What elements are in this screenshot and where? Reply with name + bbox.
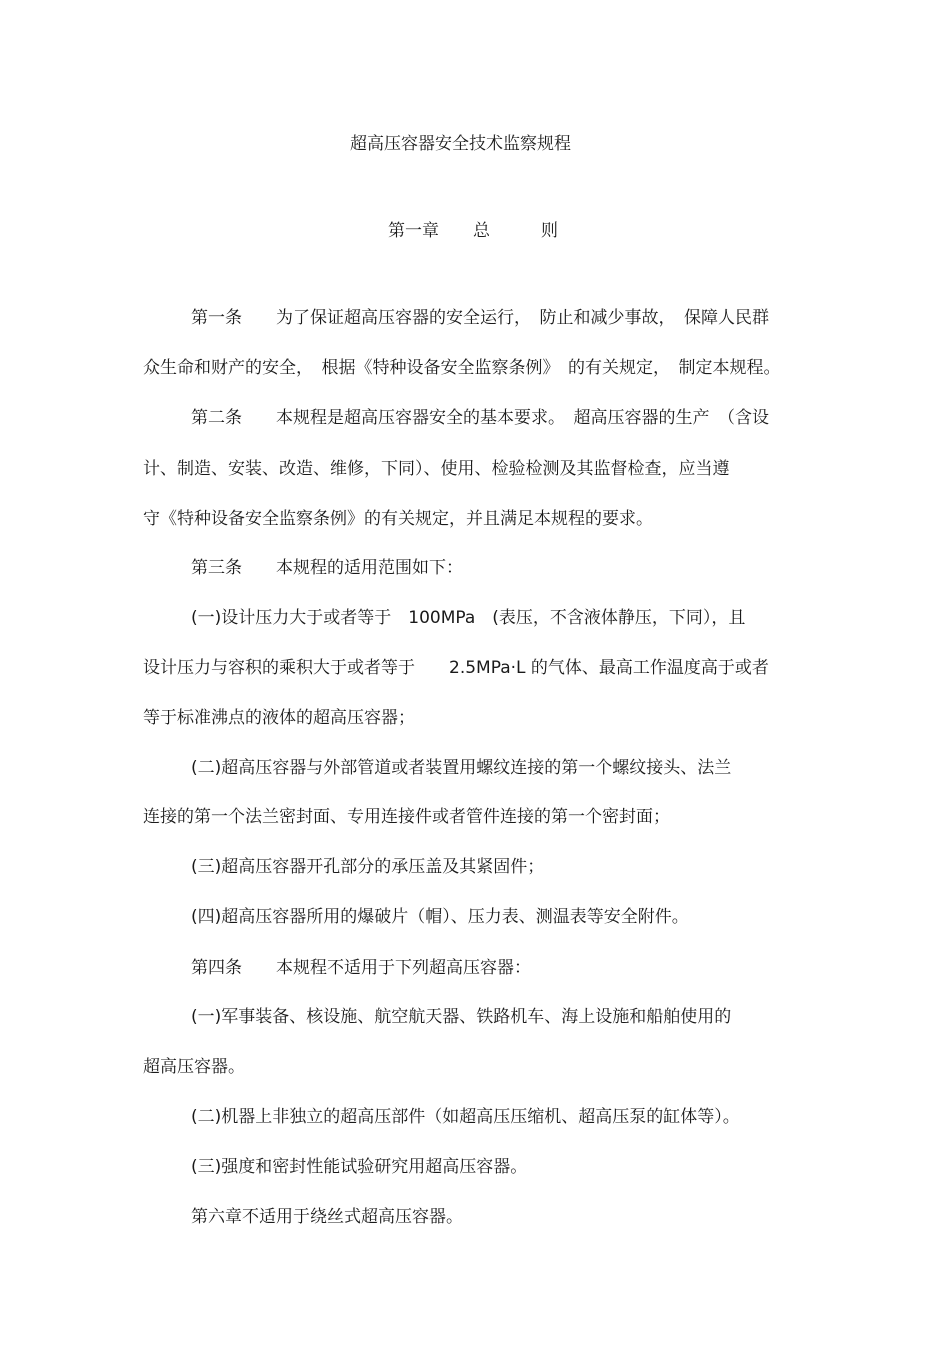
- article-4-item-1-line-2: 超高压容器。: [143, 1057, 245, 1077]
- article-4-item-2: (二)机器上非独立的超高压部件（如超高压压缩机、超高压泵的缸体等）。: [191, 1107, 740, 1127]
- article-2-line-2: 计、制造、安装、改造、维修，下同）、使用、检验检测及其监督检查，应当遵: [143, 459, 730, 479]
- article-3-item-2-line-1: (二)超高压容器与外部管道或者装置用螺纹连接的第一个螺纹接头、法兰: [191, 758, 732, 778]
- article-4-heading: 第四条 本规程不适用于下列超高压容器：: [191, 958, 531, 978]
- article-1-line-2: 众生命和财产的安全， 根据《特种设备安全监察条例》 的有关规定， 制定本规程。: [143, 358, 781, 378]
- article-2-line-1: 第二条 本规程是超高压容器安全的基本要求。 超高压容器的生产 （含设: [191, 408, 769, 428]
- article-2-line-3: 守《特种设备安全监察条例》的有关规定，并且满足本规程的要求。: [143, 509, 653, 529]
- article-3-item-4: (四)超高压容器所用的爆破片（帽）、压力表、测温表等安全附件。: [191, 907, 689, 927]
- article-3-heading: 第三条 本规程的适用范围如下：: [191, 558, 463, 578]
- article-3-item-2-line-2: 连接的第一个法兰密封面、专用连接件或者管件连接的第一个密封面；: [143, 807, 670, 827]
- chapter-heading: 第一章 总 则: [388, 221, 558, 241]
- article-3-item-1-line-3: 等于标准沸点的液体的超高压容器；: [143, 708, 415, 728]
- document-title: 超高压容器安全技术监察规程: [350, 134, 571, 154]
- article-4-item-1-line-1: (一)军事装备、核设施、航空航天器、铁路机车、海上设施和船舶使用的: [191, 1007, 732, 1027]
- article-3-item-1-line-1: (一)设计压力大于或者等于 100MPa (表压，不含液体静压，下同），且: [191, 608, 746, 628]
- article-4-note: 第六章不适用于绕丝式超高压容器。: [191, 1207, 463, 1227]
- article-4-item-3: (三)强度和密封性能试验研究用超高压容器。: [191, 1157, 528, 1177]
- article-1-line-1: 第一条 为了保证超高压容器的安全运行， 防止和减少事故， 保障人民群: [191, 308, 769, 328]
- article-3-item-3: (三)超高压容器开孔部分的承压盖及其紧固件；: [191, 857, 545, 877]
- article-3-item-1-line-2: 设计压力与容积的乘积大于或者等于 2.5MPa·L 的气体、最高工作温度高于或者: [143, 658, 769, 678]
